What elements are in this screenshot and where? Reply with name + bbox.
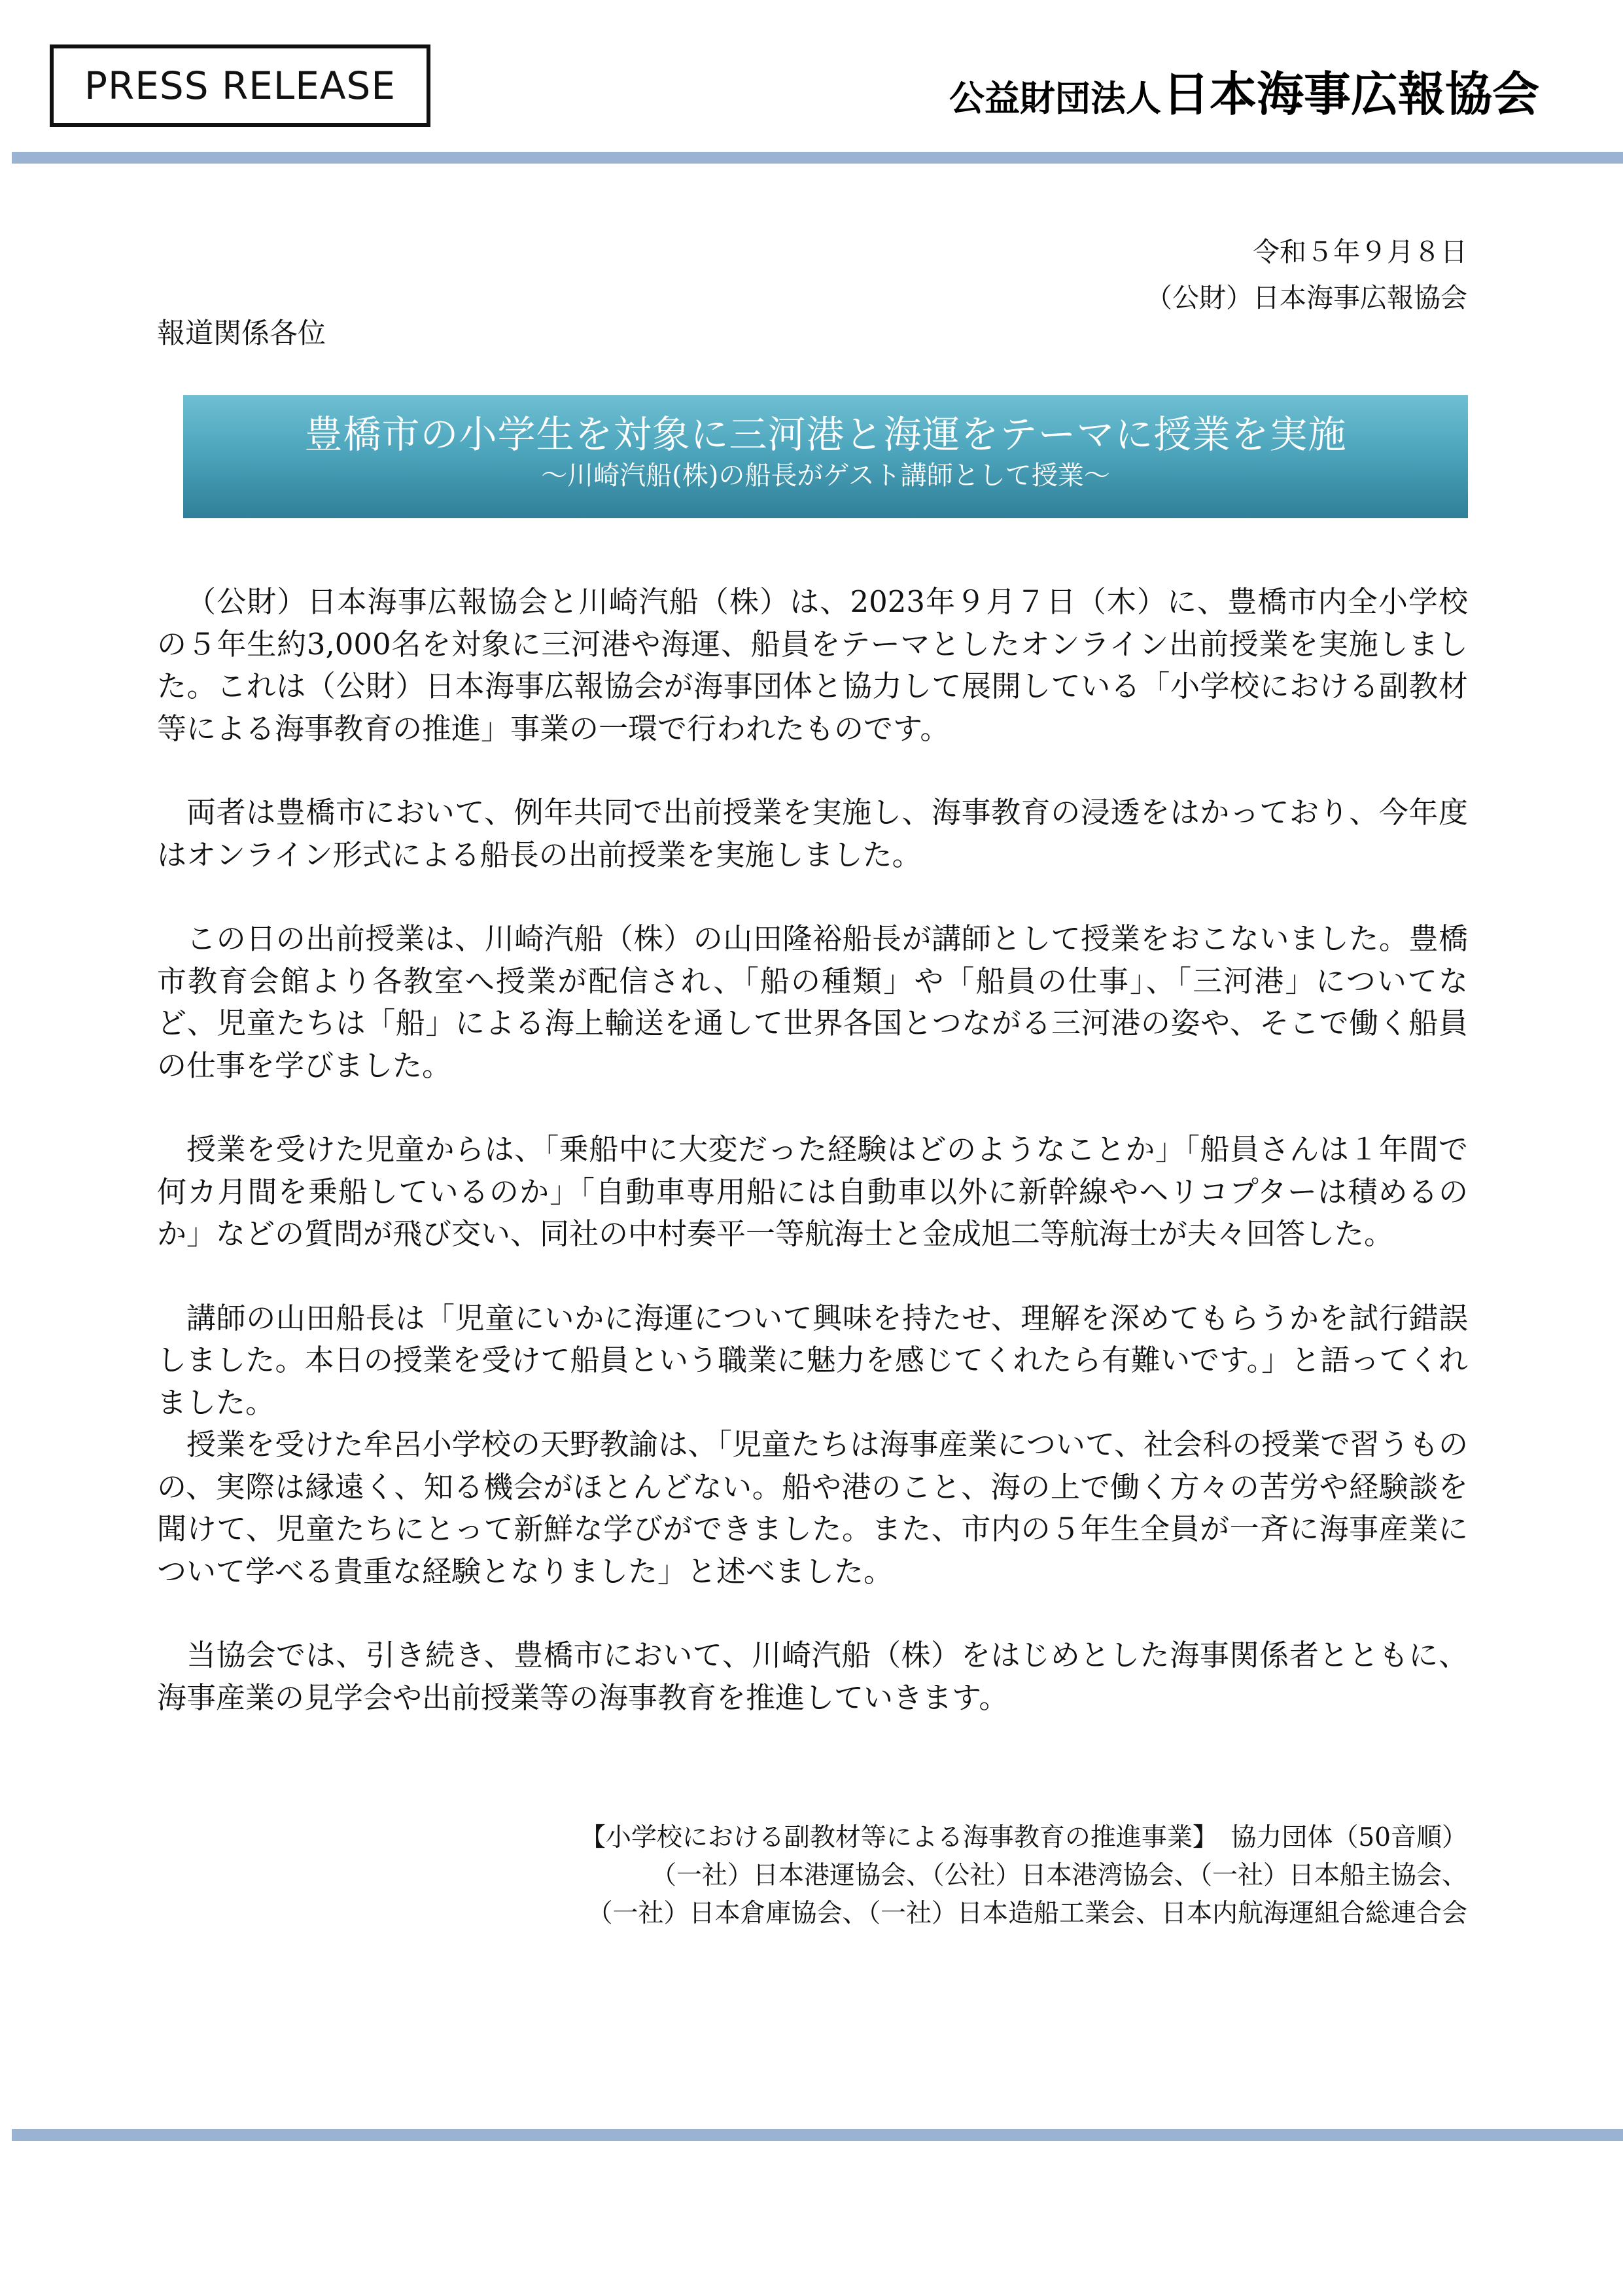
footer-divider (12, 2129, 1623, 2141)
paragraph-6: 授業を受けた牟呂小学校の天野教諭は、「児童たちは海事産業について、社会科の授業で習うものの、実際は縁遠く、知る機会がほとんどない。船や港のこと、海の上で働く方々の苦労や経験談を聞けて、児童たちにとって新鮮な学びができました。また、市内の５年生全員が一斉に海事産業について学べる貴重な経験となりました」と述べました。 (157, 1427, 1468, 1589)
release-date: 令和５年９月８日 (1253, 236, 1467, 268)
release-issuer: （公財）日本海事広報協会 (1145, 282, 1467, 313)
organization-title: 日本海事広報協会 (1162, 67, 1539, 122)
press-release-label: PRESS RELEASE (50, 44, 430, 127)
cooperating-organizations (580, 1819, 1467, 1933)
organization-prefix: 公益財団法人 (949, 78, 1161, 119)
paragraph-1: （公財）日本海事広報協会と川崎汽船（株）は、2023年９月７日（木）に、豊橋市内全小学校の５年生約3,000名を対象に三河港や海運、船員をテーマとしたオンライン出前授業を実施しました。これは（公財）日本海事広報協会が海事団体と協力して展開している「小学校における副教材等による海事教育の推進」事業の一環で行われたものです。 (157, 584, 1468, 746)
paragraph-2: 両者は豊橋市において、例年共同で出前授業を実施し、海事教育の浸透をはかっており、今年度はオンライン形式による船長の出前授業を実施しました。 (157, 795, 1468, 872)
headline-banner (183, 395, 1468, 518)
addressee: 報道関係各位 (157, 317, 326, 350)
article-body (157, 581, 1468, 1719)
credits-heading: 【小学校における副教材等による海事教育の推進事業】 協力団体（50音順） (580, 1823, 1467, 1852)
paragraph-4: 授業を受けた児童からは、「乗船中に大変だった経験はどのようなことか」「船員さんは１年間で何カ月間を乗船しているのか」「自動車専用船には自動車以外に新幹線やヘリコプターは積めるのか」などの質問が飛び交い、同社の中村奏平一等航海士と金成旭二等航海士が夫々回答した。 (157, 1132, 1468, 1251)
release-meta (1145, 229, 1467, 321)
headline-subtitle: ～川崎汽船(株)の船長がゲスト講師として授業～ (541, 461, 1110, 491)
paragraph-3: この日の出前授業は、川崎汽船（株）の山田隆裕船長が講師として授業をおこないました。豊橋市教育会館より各教室へ授業が配信され、「船の種類」や「船員の仕事」、「三河港」についてなど、児童たちは「船」による海上輸送を通して世界各国とつながる三河港の姿や、そこで働く船員の仕事を学びました。 (157, 921, 1468, 1083)
credits-line-1: （一社）日本港運協会、（公社）日本港湾協会、（一社）日本船主協会、 (650, 1861, 1467, 1890)
header-divider (12, 152, 1623, 164)
organization-name (949, 56, 1539, 124)
paragraph-5: 講師の山田船長は「児童にいかに海運について興味を持たせ、理解を深めてもらうかを試行錯誤しました。本日の授業を受けて船員という職業に魅力を感じてくれたら有難いです。」と語ってくれました。 (157, 1300, 1468, 1420)
credits-line-2: （一社）日本倉庫協会、（一社）日本造船工業会、日本内航海運組合総連合会 (587, 1899, 1467, 1928)
headline-title: 豊橋市の小学生を対象に三河港と海運をテーマに授業を実施 (304, 412, 1347, 457)
paragraph-7: 当協会では、引き続き、豊橋市において、川崎汽船（株）をはじめとした海事関係者とともに、海事産業の見学会や出前授業等の海事教育を推進していきます。 (157, 1638, 1468, 1715)
